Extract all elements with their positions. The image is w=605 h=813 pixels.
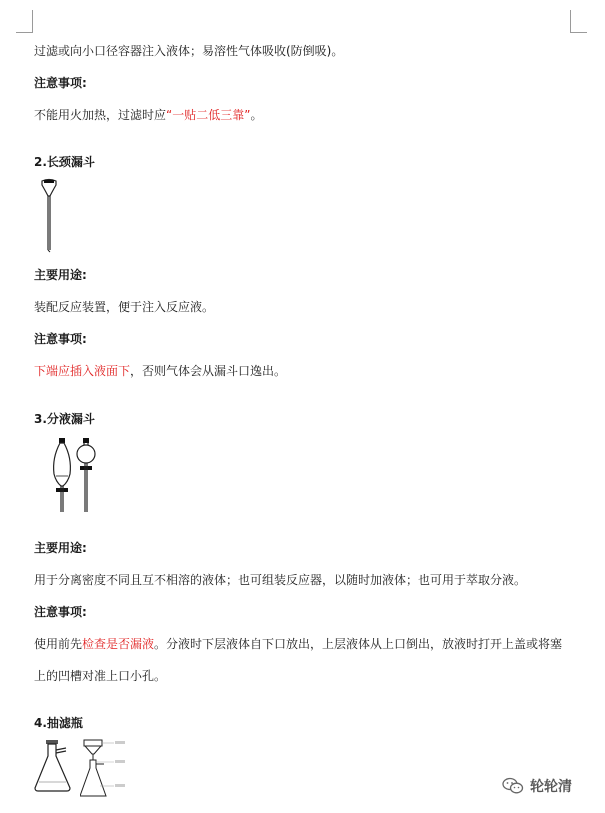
section-3-caution-line2: 上的凹槽对准上口小孔。: [34, 669, 167, 683]
long-neck-funnel-illustration: [38, 178, 60, 254]
separatory-funnel-illustration: [50, 436, 100, 516]
wechat-icon: [502, 777, 524, 795]
section-3-caution-prefix: 使用前先: [34, 637, 83, 651]
section-3-caution-text: [34, 635, 562, 652]
section-heading-suction-flask: 4.抽滤瓶: [34, 716, 83, 730]
section-2-caution-heading: 注意事项:: [34, 332, 87, 346]
intro-caution-suffix: 。: [250, 108, 263, 122]
intro-uses-text: 过滤或向小口径容器注入液体；易溶性气体吸收(防倒吸)。: [34, 44, 344, 58]
section-3-caution-heading: 注意事项:: [34, 605, 87, 619]
section-2-caution-highlight: 下端应插入液面下: [34, 364, 131, 378]
intro-caution-heading: 注意事项:: [34, 76, 87, 90]
section-heading-separatory-funnel: 3.分液漏斗: [34, 412, 95, 426]
intro-caution-text: [34, 106, 262, 123]
suction-flask-illustration: [34, 738, 74, 794]
section-heading-long-neck-funnel: 2.长颈漏斗: [34, 155, 95, 169]
section-3-caution-suffix: 。分液时下层液体自下口放出，上层液体从上口倒出，放液时打开上盖或将塞: [154, 637, 563, 651]
section-3-caution-highlight: 检查是否漏液: [82, 637, 155, 651]
section-3-uses-text: 用于分离密度不同且互不相溶的液体；也可组装反应器，以随时加液体；也可用于萃取分液。: [34, 573, 527, 587]
section-2-uses-text: 装配反应装置，便于注入反应液。: [34, 300, 215, 314]
watermark-text: 轮轮清: [530, 779, 572, 795]
section-2-caution-text: [34, 362, 286, 379]
section-2-uses-heading: 主要用途:: [34, 268, 87, 282]
section-2-caution-suffix: ，否则气体会从漏斗口逸出。: [130, 364, 287, 378]
intro-caution-prefix: 不能用火加热，过滤时应: [34, 108, 167, 122]
intro-caution-highlight: “一贴二低三靠”: [166, 108, 251, 122]
section-3-uses-heading: 主要用途:: [34, 541, 87, 555]
watermark: [502, 776, 572, 796]
suction-filtration-apparatus-illustration: [80, 738, 128, 800]
